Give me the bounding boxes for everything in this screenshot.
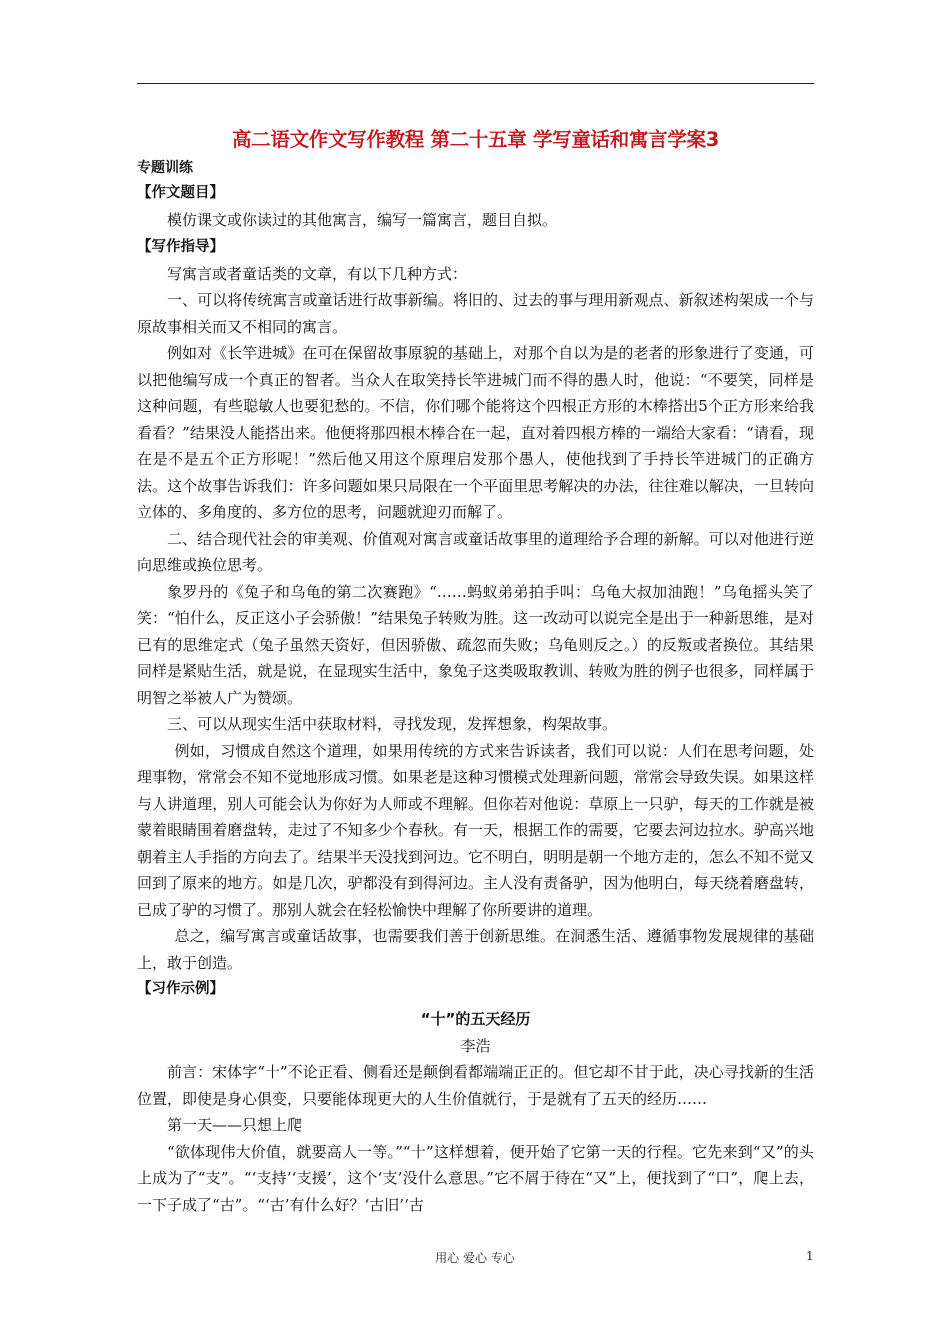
preface-paragraph: 前言：宋体字“十”不论正看、侧看还是颠倒看都端端正正的。但它却不甘于此，决心寻找新的生活位置，即使是身心俱变，只要能体现更大的人生价值就行，于是就有了五天的经历…… bbox=[137, 1063, 814, 1108]
heading-topic: 【作文题目】 bbox=[137, 185, 224, 201]
document-body bbox=[137, 124, 814, 1218]
day1-paragraph: “欲体现伟大价值，就要高人一等。”“十”这样想着，便开始了它第一天的行程。它先来到“又”的头上成为了“支”。“‘支持’‘支援’，这个‘支’没什么意思。”它不屑于待在“又”上，便找到了“口”，爬上去，一下子成了“古”。“‘古’有什么好？‘古旧’‘古 bbox=[137, 1142, 814, 1214]
guide-paragraph: 象罗丹的《兔子和乌龟的第二次赛跑》“……蚂蚁弟弟拍手叫：乌龟大叔加油跑！”乌龟摇头笑了笑：“怕什么，反正这小子会骄傲！”结果兔子转败为胜。这一改动可以说完全是出于一种新思维，是对已有的思维定式（兔子虽然天资好，但因骄傲、疏忽而失败；乌龟则反之。）的反叛或者换位。其结果同样是紧贴生活，就是说，在显现实生活中，象兔子这类吸取教训、转败为胜的例子也很多，同样属于明智之举被人广为赞颂。 bbox=[137, 582, 814, 707]
page-number: 1 bbox=[806, 1249, 814, 1263]
guide-paragraph: 一、可以将传统寓言或童话进行故事新编。将旧的、过去的事与理用新观点、新叙述构架成一个与原故事相关而又不相同的寓言。 bbox=[137, 291, 814, 336]
document-title: 高二语文作文写作教程 第二十五章 学写童话和寓言学案3 bbox=[231, 128, 720, 151]
topic-text: 模仿课文或你读过的其他寓言，编写一篇寓言，题目自拟。 bbox=[167, 211, 558, 229]
footer-text: 用心 爱心 专心 bbox=[435, 1251, 515, 1265]
header-rule bbox=[137, 83, 814, 84]
guide-paragraph: 例如，习惯成自然这个道理，如果用传统的方式来告诉读者，我们可以说：人们在思考问题，处理事物，常常会不知不觉地形成习惯。如果老是这种习惯模式处理新问题，常常会导致失误。如果这样与人讲道理，别人可能会认为你好为人师或不理解。但你若对他说：草原上一只驴，每天的工作就是被蒙着眼睛围着磨盘转，走过了不知多少个春秋。有一天，根据工作的需要，它要去河边拉水。驴高兴地朝着主人手指的方向去了。结果半天没找到河边。它不明白，明明是朝一个地方走的，怎么不知不觉又回到了原来的地方。如是几次，驴都没有到得河边。主人没有责备驴，因为他明白，每天绕着磨盘转，已成了驴的习惯了。那别人就会在轻松愉快中理解了你所要讲的道理。 bbox=[137, 741, 814, 919]
article-title: “十”的五天经历 bbox=[420, 1010, 531, 1028]
day1-title: 第一天——只想上爬 bbox=[167, 1116, 303, 1134]
heading-guide: 【写作指导】 bbox=[137, 238, 224, 255]
guide-paragraph: 总之，编写寓言或童话故事，也需要我们善于创新思维。在洞悉生活、遵循事物发展规律的基础上，敢于创造。 bbox=[137, 927, 814, 972]
section-label: 专题训练 bbox=[137, 160, 193, 176]
article-author: 李浩 bbox=[460, 1037, 491, 1055]
guide-paragraph: 三、可以从现实生活中获取材料，寻找发现，发挥想象，构架故事。 bbox=[167, 715, 618, 733]
heading-example: 【习作示例】 bbox=[137, 981, 224, 997]
guide-paragraph: 二、结合现代社会的审美观、价值观对寓言或童话故事里的道理给予合理的新解。可以对他进行逆向思维或换位思考。 bbox=[137, 529, 814, 574]
guide-paragraph: 例如对《长竿进城》在可在保留故事原貌的基础上，对那个自以为是的老者的形象进行了变通，可以把他编写成一个真正的智者。当众人在取笑持长竿进城门而不得的愚人时，他说：“不要笑，同样是这种问题，有些聪敏人也要犯愁的。不信，你们哪个能将这个四根正方形的木棒搭出5个正方形来给我看看？”结果没人能搭出来。他便将那四根木棒合在一起，直对着四根方棒的一端给大家看：“请看，现在是不是五个正方形呢！”然后他又用这个原理启发那个愚人，使他找到了手持长竿进城门的正确方法。这个故事告诉我们：许多问题如果只局限在一个平面里思考解决的办法，往往难以解决，一旦转向立体的、多角度的、多方位的思考，问题就迎刃而解了。 bbox=[137, 344, 814, 521]
guide-paragraph: 写寓言或者童话类的文章，有以下几种方式： bbox=[167, 264, 468, 283]
